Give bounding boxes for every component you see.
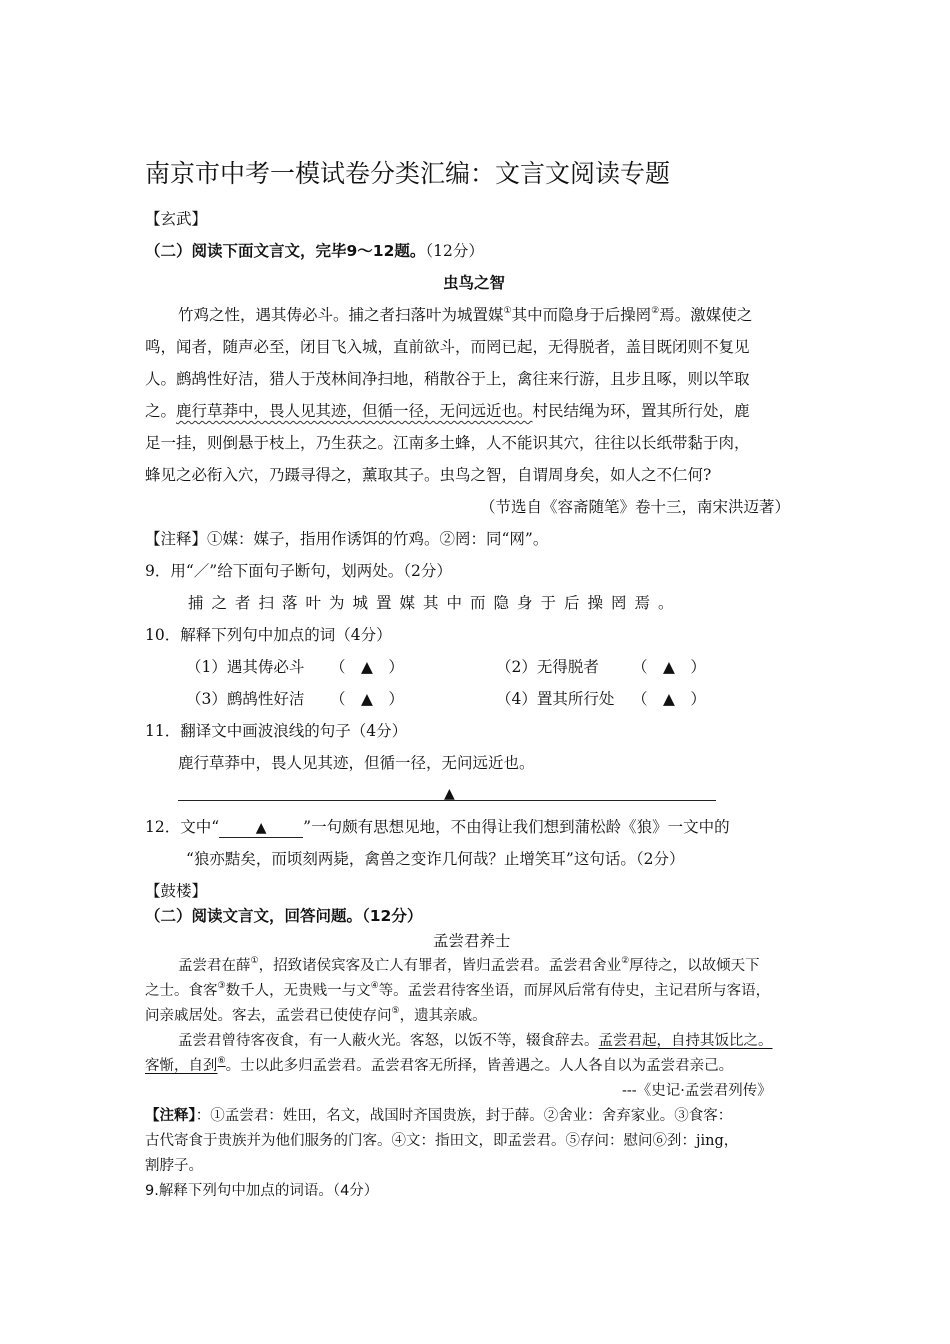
- section-heading-text: （二）阅读下面文言文，完毕9～12题。: [145, 242, 426, 260]
- q10-item: （2）无得脱者: [496, 658, 599, 676]
- q10-item: （4）置其所行处: [496, 690, 615, 708]
- question-11: 11．翻译文中画波浪线的句子（4分）: [145, 722, 408, 740]
- question-12: [145, 817, 730, 838]
- passage-text: 孟尝君曾待客夜食，有一人蔽火光。客怒，以饭不等，辍食辞去。: [178, 1033, 599, 1049]
- answer-mark-triangle: ▲: [444, 786, 455, 802]
- passage-line: 蜂见之必衔入穴，乃蹑寻得之，薰取其子。虫鸟之智，自谓周身矣，如人之不仁何?: [145, 466, 712, 484]
- underlined-sentence: 客惭，自刭: [145, 1058, 218, 1074]
- section-heading: （二）阅读文言文，回答问题。（12分）: [145, 907, 423, 925]
- q10-answer-blank[interactable]: （ ▲ ）: [330, 690, 404, 708]
- passage-line: [178, 956, 760, 976]
- annotation-text: ：①孟尝君：姓田，名文，战国时齐国贵族，封于薛。②舍业：舍弃家业。③食客：: [195, 1108, 733, 1124]
- footnote-marker: ⑥: [217, 1056, 226, 1066]
- question-10: 10．解释下列句中加点的词（4分）: [145, 626, 392, 644]
- annotation-note: [145, 1106, 732, 1126]
- footnote-marker: ①: [250, 956, 259, 966]
- q10-item: （3）鹧鸪性好洁: [186, 690, 305, 708]
- annotation-label: 【注释】: [145, 1108, 196, 1124]
- footnote-marker: ①: [503, 306, 512, 316]
- section-heading-score: （12分）: [425, 242, 484, 260]
- page-title: 南京市中考一模试卷分类汇编：文言文阅读专题: [145, 159, 671, 188]
- passage-text: 问亲戚居处。客去，孟尝君已使使存问: [145, 1008, 392, 1024]
- question-12-quote: “狼亦黠矣，而顷刻两毙，禽兽之变诈几何哉？止增笑耳”这句话。（2分）: [186, 850, 685, 868]
- annotation-note: 割脖子。: [145, 1158, 203, 1174]
- passage-text: 孟尝君在薛: [178, 958, 251, 974]
- passage-line: [145, 981, 770, 1001]
- passage-line: [178, 305, 752, 325]
- passage-text: 焉。激媒使之: [659, 306, 753, 324]
- passage-title: 孟尝君养士: [433, 932, 511, 950]
- footnote-marker: ④: [370, 981, 379, 991]
- question-9: 9．用“／”给下面句子断句，划两处。（2分）: [145, 562, 452, 580]
- passage-line: 足一挂，则倒悬于枝上，乃生获之。江南多土蜂，人不能识其穴，往往以长纸带黏于肉，: [145, 434, 750, 452]
- footnote-marker: ②: [621, 956, 630, 966]
- section-heading: [145, 241, 484, 261]
- passage-line: 鸣，闻者，随声必至，闭目飞入城，直前欲斗，而罔已起，无得脱者，盖目既闭则不复见: [145, 338, 750, 356]
- answer-line[interactable]: [178, 800, 716, 801]
- passage-text: ，招致诸侯宾客及亡人有罪者，皆归孟尝君。孟尝君舍业: [258, 958, 622, 974]
- passage-line: 人。鹧鸪性好洁，猎人于茂林间净扫地，稍散谷于上，禽往来行游，且步且啄，则以竿取: [145, 370, 750, 388]
- passage-source: （节选自《容斋随笔》卷十三，南宋洪迈著）: [480, 498, 791, 516]
- district-label-xuanwu: 【玄武】: [145, 210, 208, 228]
- passage-text: 厚待之，以故倾天下: [629, 958, 760, 974]
- question-12-text: ”一句颇有思想见地，不由得让我们想到蒲松龄《狼》一文中的: [303, 818, 730, 836]
- passage-text: ，遗其亲戚。: [399, 1008, 487, 1024]
- underlined-sentence: 孟尝君起，自持其饭比之。: [598, 1033, 773, 1049]
- question-9-sentence: 捕之者扫落叶为城置媒其中而隐身于后操罔焉。: [188, 594, 682, 612]
- passage-line: [178, 1031, 773, 1051]
- q10-answer-blank[interactable]: （ ▲ ）: [330, 658, 404, 676]
- passage-text: 。士以此多归孟尝君。孟尝君客无所择，皆善遇之。人人各自以为孟尝君亲己。: [225, 1058, 734, 1074]
- passage-source: ---《史记·孟尝君列传》: [622, 1083, 772, 1099]
- passage-text: 之。: [145, 402, 177, 420]
- question-9: 9.解释下列句中加点的词语。（4分）: [145, 1183, 379, 1199]
- passage-text: 之士。食客: [145, 983, 218, 999]
- q10-answer-blank[interactable]: （ ▲ ）: [632, 658, 706, 676]
- q10-item: （1）遇其俦必斗: [186, 658, 305, 676]
- passage-text: 竹鸡之性，遇其俦必斗。捕之者扫落叶为城置媒: [178, 306, 504, 324]
- district-label-gulou: 【鼓楼】: [145, 882, 208, 900]
- passage-line: [145, 1006, 487, 1026]
- q10-answer-blank[interactable]: （ ▲ ）: [632, 690, 706, 708]
- annotation-note: 古代寄食于贵族并为他们服务的门客。④文：指田文，即孟尝君。⑤存问：慰问⑥刭：jing，: [145, 1133, 739, 1149]
- wavy-underlined-sentence: 鹿行草莽中，畏人见其迹，但循一径，无问远近也。: [176, 402, 533, 420]
- passage-title: 虫鸟之智: [443, 274, 506, 292]
- footnote-marker: ⑤: [391, 1006, 400, 1016]
- passage-text: 其中而隐身于后操罔: [511, 306, 652, 324]
- question-12-text: 12．文中“: [145, 818, 220, 836]
- q12-answer-blank[interactable]: ▲: [219, 819, 303, 838]
- footnote-marker: ③: [217, 981, 226, 991]
- question-11-sentence: 鹿行草莽中，畏人见其迹，但循一径，无问远近也。: [178, 754, 535, 772]
- passage-text: 数千人，无贵贱一与文: [225, 983, 371, 999]
- passage-text: 村民结绳为环，置其所行处，鹿: [532, 402, 750, 420]
- passage-line: [145, 401, 750, 421]
- passage-text: 等。孟尝君待客坐语，而屏风后常有侍史，主记君所与客语，: [378, 983, 771, 999]
- annotation-note: 【注释】①媒：媒子，指用作诱饵的竹鸡。②罔：同“网”。: [145, 530, 549, 548]
- passage-line: [145, 1056, 733, 1076]
- footnote-marker: ②: [651, 306, 660, 316]
